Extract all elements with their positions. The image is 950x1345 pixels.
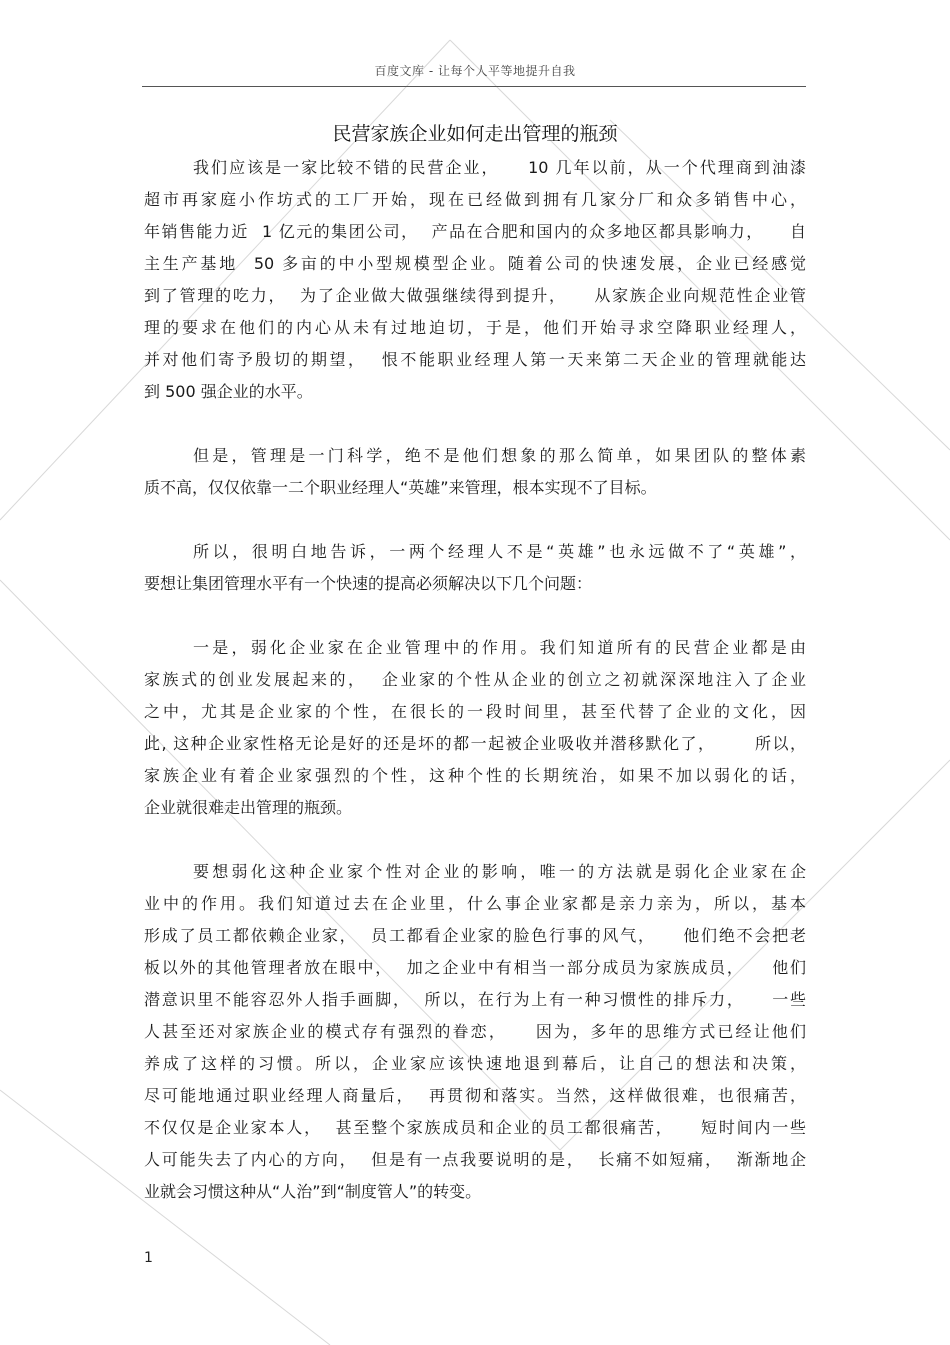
running-header: 百度文库 - 让每个人平等地提升自我 [374,64,576,78]
paragraph-5-line-10: 人可能失去了内心的方向， 但是有一点我要说明的是， 长痛不如短痛， 渐渐地企 [144,1150,806,1169]
paragraph-5-line-11: 业就会习惯这种从“人治”到“制度管人”的转变。 [144,1182,482,1201]
paragraph-4-line-3: 之中，尤其是企业家的个性，在很长的一段时间里，甚至代替了企业的文化，因 [144,702,806,721]
paragraph-5-line-4: 板以外的其他管理者放在眼中， 加之企业中有相当一部分成员为家族成员， 他们 [144,958,806,977]
paragraph-5-line-1: 要想弱化这种企业家个性对企业的影响，唯一的方法就是弱化企业家在企 [193,862,806,881]
paragraph-4-line-2: 家族式的创业发展起来的， 企业家的个性从企业的创立之初就深深地注入了企业 [144,670,806,689]
header-rule [142,86,806,87]
paragraph-4-line-4: 此, 这种企业家性格无论是好的还是坏的都一起被企业吸收并潜移默化了， 所以， [144,734,806,753]
paragraph-5-line-8: 尽可能地通过职业经理人商量后， 再贯彻和落实。当然，这样做很难，也很痛苦， [144,1086,806,1105]
paragraph-5-line-5: 潜意识里不能容忍外人指手画脚， 所以，在行为上有一种习惯性的排斥力， 一些 [144,990,806,1009]
paragraph-1-line-6: 理的要求在他们的内心从未有过地迫切，于是，他们开始寻求空降职业经理人， [144,318,806,337]
paragraph-4-line-6: 企业就很难走出管理的瓶颈。 [144,798,353,817]
document-title: 民营家族企业如何走出管理的瓶颈 [332,123,618,145]
paragraph-3-line-2: 要想让集团管理水平有一个快速的提高必须解决以下几个问题： [144,574,593,593]
paragraph-5-line-3: 形成了员工都依赖企业家， 员工都看企业家的脸色行事的风气， 他们绝不会把老 [144,926,806,945]
paragraph-5-line-7: 养成了这样的习惯。所以，企业家应该快速地退到幕后，让自己的想法和决策， [144,1054,806,1073]
paragraph-1-line-3: 年销售能力近 1 亿元的集团公司， 产品在合肥和国内的众多地区都具影响力， 自 [144,222,806,241]
paragraph-2-line-1: 但是，管理是一门科学，绝不是他们想象的那么简单，如果团队的整体素 [193,446,806,465]
paragraph-1-line-4: 主生产基地 50 多亩的中小型规模型企业。随着公司的快速发展，企业已经感觉 [144,254,806,273]
paragraph-4-line-1: 一是，弱化企业家在企业管理中的作用。我们知道所有的民营企业都是由 [193,638,806,657]
page-number: 1 [144,1250,153,1266]
paragraph-1-line-7: 并对他们寄予殷切的期望， 恨不能职业经理人第一天来第二天企业的管理就能达 [144,350,806,369]
paragraph-5-line-9: 不仅仅是企业家本人， 甚至整个家族成员和企业的员工都很痛苦， 短时间内一些 [144,1118,806,1137]
paragraph-2-line-2: 质不高，仅仅依靠一二个职业经理人“英雄”来管理，根本实现不了目标。 [144,478,657,497]
paragraph-1-line-8: 到 500 强企业的水平。 [144,382,313,401]
paragraph-1-line-2: 超市再家庭小作坊式的工厂开始，现在已经做到拥有几家分厂和众多销售中心， [144,190,806,209]
paragraph-3-line-1: 所以，很明白地告诉，一两个经理人不是“英雄”也永远做不了“英雄”， [193,542,806,561]
paragraph-1-line-1: 我们应该是一家比较不错的民营企业， 10 几年以前，从一个代理商到油漆 [193,158,806,177]
paragraph-1-line-5: 到了管理的吃力， 为了企业做大做强继续得到提升， 从家族企业向规范性企业管 [144,286,806,305]
paragraph-5-line-2: 业中的作用。我们知道过去在企业里，什么事企业家都是亲力亲为，所以，基本 [144,894,806,913]
paragraph-4-line-5: 家族企业有着企业家强烈的个性，这种个性的长期统治，如果不加以弱化的话， [144,766,806,785]
paragraph-5-line-6: 人甚至还对家族企业的模式存有强烈的眷恋， 因为，多年的思维方式已经让他们 [144,1022,806,1041]
